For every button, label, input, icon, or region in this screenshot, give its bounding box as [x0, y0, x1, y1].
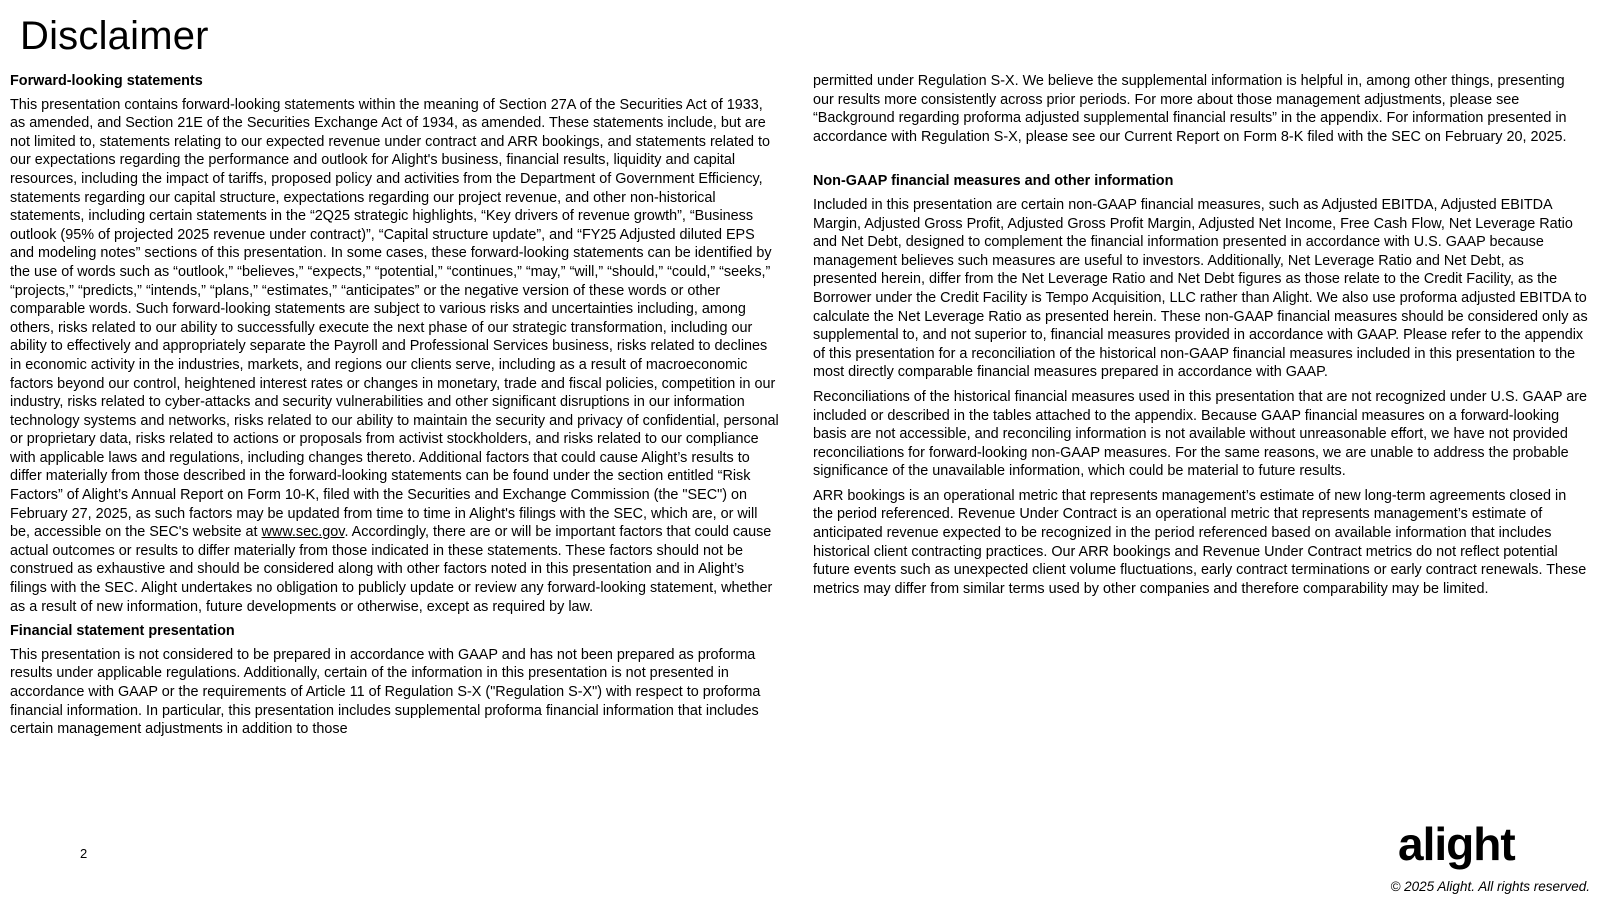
page-number: 2 [80, 846, 88, 861]
alight-logo [1398, 818, 1533, 876]
non-gaap-paragraph-1: Included in this presentation are certain non-GAAP financial measures, such as Adjusted EBITDA, Adjusted EBITDA Margin, Adjusted Gross Profit, Adjusted Gross Profit Margin, Adjusted Net Income, Free Cash Flow, Net Leverage Ratio and Net Debt, designed to complement the financial information presented in accordance with U.S. GAAP because management believes such measures are useful to investors. Additionally, Net Leverage Ratio and Net Debt, as presented herein, differ from the Net Leverage Ratio and Net Debt figures as those relate to the Credit Facility, as the Borrower under the Credit Facility is Tempo Acquisition, LLC rather than Alight. We also use proforma adjusted EBITDA to calculate the Net Leverage Ratio as presented herein. These non-GAAP financial measures should be considered only as supplemental to, and not superior to, financial measures provided in accordance with GAAP. Please refer to the appendix of this presentation for a reconciliation of the historical non-GAAP financial measures included in this presentation to the most directly comparable financial measures prepared in accordance with GAAP. [813, 196, 1588, 381]
right-column [813, 72, 1588, 604]
non-gaap-paragraph-3: ARR bookings is an operational metric that represents management’s estimate of new long-term agreements closed in the period referenced. Revenue Under Contract is an operational metric that represents management’s estimate of anticipated revenue expected to be recognized in the period referenced based on available information that includes historical client contracting practices. Our ARR bookings and Revenue Under Contract metrics do not reflect potential future events such as unexpected client volume fluctuations, early contract terminations or early contract renewals. These metrics may differ from similar terms used by other companies and therefore comparability may be limited. [813, 487, 1587, 597]
financial-statement-paragraph: This presentation is not considered to be prepared in accordance with GAAP and has not been prepared as proforma results under applicable regulations. Additionally, certain of the information in this presentation is not presented in accordance with GAAP or the requirements of Article 11 of Regulation S-X ("Regulation S-X") with respect to proforma financial information. In particular, this presentation includes supplemental proforma financial information that includes certain management adjustments in addition to those [10, 646, 761, 738]
page-title: Disclaimer [20, 14, 209, 58]
alight-logo-text: alight [1398, 818, 1515, 870]
forward-looking-heading: Forward-looking statements [10, 73, 203, 89]
financial-statement-continued: permitted under Regulation S-X. We believe the supplemental information is helpful in, among other things, presenting our results more consistently across prior periods. For more about those management adjustments, please see “Background regarding proforma adjusted supplemental financial results” in the appendix. For information presented in accordance with Regulation S-X, please see our Current Report on Form 8-K filed with the SEC on February 20, 2025. [813, 73, 1567, 145]
section-spacer [813, 146, 1588, 172]
copyright-notice: © 2025 Alight. All rights reserved. [1390, 879, 1590, 894]
non-gaap-paragraph-2: Reconciliations of the historical financial measures used in this presentation that are not recognized under U.S. GAAP are included or described in the tables attached to the appendix. Because GAAP financial measures on a forward-looking basis are not accessible, and reconciling information is not available without unreasonable effort, we have not provided reconciliations for forward-looking non-GAAP measures. For the same reasons, we are unable to address the probable significance of the unavailable information, which could be material to future results. [813, 388, 1588, 480]
forward-looking-text-b: . Accordingly, there are or will be important factors that could cause actual outcomes or results to differ materially from those indicated in these statements. These factors should not be construed as exhaustive and should be considered along with other factors noted in this presentation and in Alight’s filings with the SEC. Alight undertakes no obligation to publicly update or review any forward-looking statement, whether as a result of new information, future developments or otherwise, except as required by law. [10, 524, 773, 615]
financial-statement-heading: Financial statement presentation [10, 623, 235, 640]
forward-looking-paragraph [10, 96, 780, 617]
forward-looking-text-a: This presentation contains forward-looking statements within the meaning of Section 27A of the Securities Act of 1933, as amended, and Section 21E of the Securities Exchange Act of 1934, as amended. These statements include, but are not limited to, statements relating to our expected revenue under contract and ARR bookings, and statements related to our expectations regarding the performance and outlook for Alight's business, financial results, liquidity and capital resources, including the impact of tariffs, proposed policy and activities from the Department of Government Efficiency, statements regarding our capital structure, expectations regarding our project revenue, and other non-historical statements, including certain statements in the “2Q25 strategic highlights, “Key drivers of revenue growth”, “Business outlook (95% of projected 2025 revenue under contract)”, “Capital structure update”, and “FY25 Adjusted diluted EPS and modeling notes” sections of this presentation. In some cases, these forward-looking statements can be identified by the use of words such as “outlook,” “believes,” “expects,” “potential,” “continues,” “may,” “will,” “should,” “could,” “seeks,” “projects,” “predicts,” “intends,” “plans,” “estimates,” “anticipates” or the negative version of these words or other comparable words. Such forward-looking statements are subject to various risks and uncertainties including, among others, risks related to our ability to successfully execute the next phase of our strategic transformation, including our ability to effectively and appropriately separate the Payroll and Professional Services business, risks related to declines in economic activity in the industries, markets, and regions our clients serve, including as a result of macroeconomic factors beyond our control, heightened interest rates or changes in monetary, trade and fiscal policies, competition in our industry, risks related to cyber-attacks and security vulnerabilities and other significant disruptions in our information technology systems and networks, risks related to our ability to maintain the security and privacy of confidential, personal or proprietary data, risks related to actions or proposals from activist stockholders, and risks related to our compliance with applicable laws and regulations, including changes thereto. Additional factors that could cause Alight’s results to differ materially from those described in the forward-looking statements can be found under the section entitled “Risk Factors” of Alight’s Annual Report on Form 10-K, filed with the Securities and Exchange Commission (the "SEC") on February 27, 2025, as such factors may be updated from time to time in Alight's filings with the SEC, which are, or will be, accessible on the SEC's website at [10, 96, 779, 541]
left-column [10, 72, 780, 739]
sec-website-link[interactable]: www.sec.gov [261, 524, 345, 541]
non-gaap-heading: Non-GAAP financial measures and other information [813, 173, 1174, 190]
